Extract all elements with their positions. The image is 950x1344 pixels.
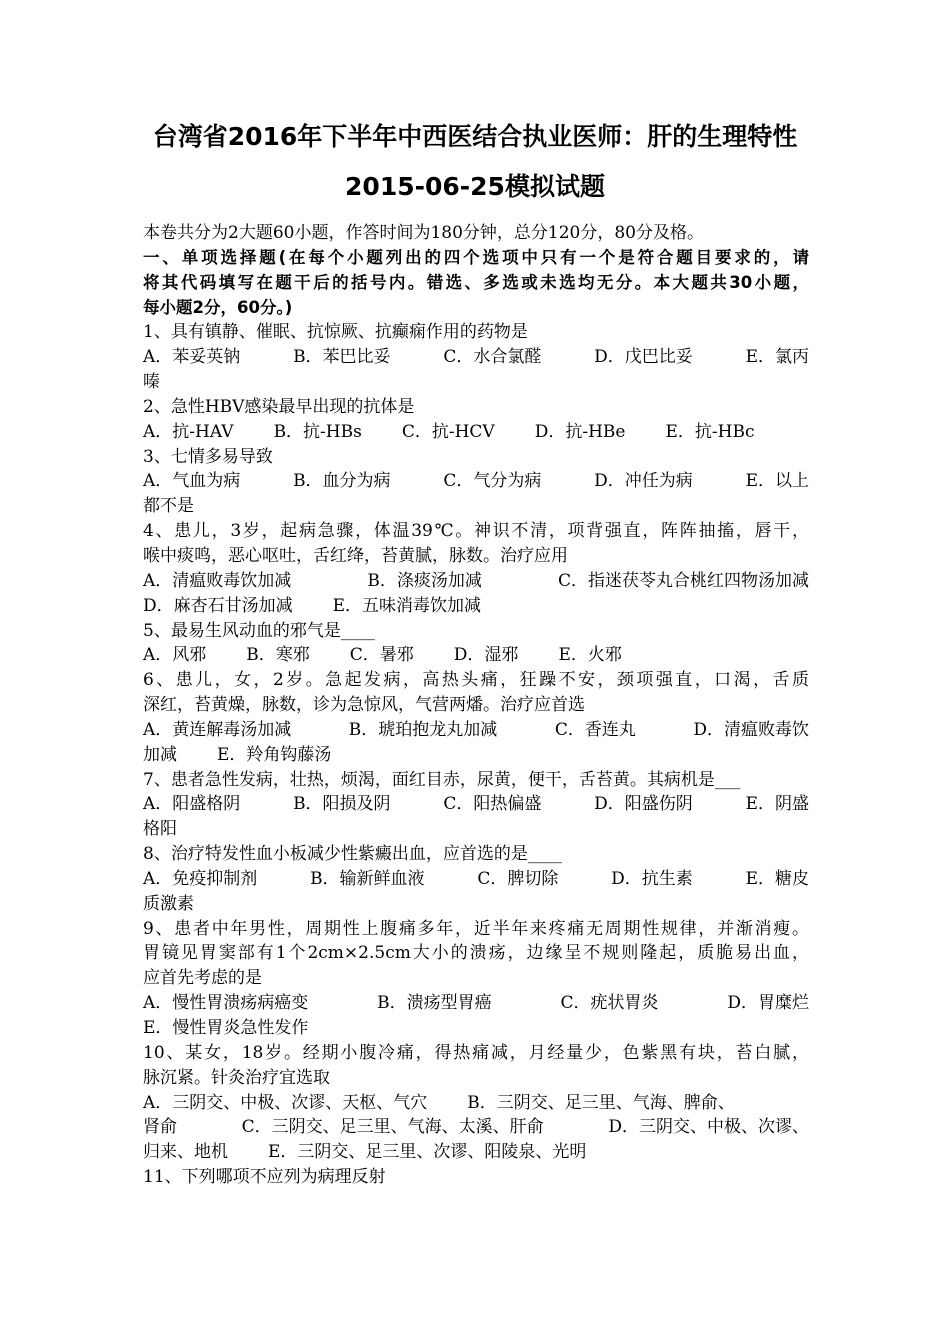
answer-option: 归来、地机: [143, 1142, 228, 1163]
question-stem: 10、某女，18岁。经期小腹冷痛，得热痛减，月经量少，色紫黑有块，苔白腻，: [143, 1042, 809, 1063]
answer-option: 加减: [143, 744, 177, 765]
answer-option: A．风邪: [143, 645, 207, 666]
answer-option: 质激素: [143, 893, 194, 914]
answer-option: D．阳盛伤阴: [594, 794, 693, 815]
question-item: [143, 320, 809, 395]
answer-option: E．氯丙: [745, 347, 809, 368]
question-item: [143, 768, 809, 843]
answer-option: B．血分为病: [293, 471, 391, 492]
answer-option: D．清瘟败毒饮: [693, 719, 809, 740]
question-stem: 11、下列哪项不应列为病理反射: [143, 1167, 386, 1188]
question-item: [143, 395, 809, 445]
answer-option: C．三阴交、足三里、气海、太溪、肝俞: [241, 1117, 544, 1138]
question-stem: 4、患儿，3岁，起病急骤，体温39℃。神识不清，项背强直，阵阵抽搐，唇干，: [143, 521, 809, 542]
question-stem: 9、患者中年男性，周期性上腹痛多年，近半年来疼痛无周期性规律，并渐消瘦。: [143, 918, 809, 939]
option-row: [143, 743, 809, 768]
question-item: [143, 1041, 809, 1165]
answer-option: E．慢性胃炎急性发作: [143, 1018, 309, 1038]
question-stem: 6、患儿，女，2岁。急起发病，高热头痛，狂躁不安，颈项强直，口渴，舌质: [143, 670, 809, 691]
question-item: [143, 668, 809, 767]
question-stem: 1、具有镇静、催眠、抗惊厥、抗癫痫作用的药物是: [143, 322, 528, 343]
option-row: [143, 867, 809, 892]
question-stem: 3、七情多易导致: [143, 446, 273, 467]
answer-option: A．苯妥英钠: [143, 347, 241, 368]
answer-option: A．阳盛格阴: [143, 794, 241, 815]
answer-option: E．火邪: [558, 645, 622, 666]
answer-option: B．抗-HBs: [273, 421, 362, 442]
answer-option: B．琥珀抱龙丸加减: [348, 719, 498, 740]
answer-option: D．胃糜烂: [727, 993, 809, 1014]
answer-option: A．黄连解毒汤加减: [143, 719, 292, 740]
question-item: [143, 519, 809, 618]
question-stem: 2、急性HBV感染最早出现的抗体是: [143, 396, 415, 417]
answer-option: A．慢性胃溃疡病癌变: [143, 993, 309, 1014]
answer-option: A．气血为病: [143, 471, 241, 492]
answer-option: C．阳热偏盛: [443, 794, 542, 815]
question-stem: 深红，苔黄燥，脉数，诊为急惊风，气营两燔。治疗应首选: [143, 695, 585, 716]
question-stem: 应首先考虑的是: [143, 968, 262, 989]
answer-option: A．免疫抑制剂: [143, 868, 258, 889]
answer-option: B．阳损及阴: [293, 794, 391, 815]
answer-option: C．脾切除: [477, 868, 559, 889]
answer-option: E．糖皮: [745, 868, 809, 889]
option-row: [143, 469, 809, 494]
answer-option: B．三阴交、足三里、气海、脾俞、: [467, 1092, 735, 1113]
question-stem: 胃镜见胃窦部有1个2cm×2.5cm大小的溃疡，边缘呈不规则隆起，质脆易出血，: [143, 943, 809, 964]
answer-option: 都不是: [143, 496, 194, 517]
answer-option: E．五味消毒饮加减: [332, 595, 482, 616]
answer-option: C．疣状胃炎: [560, 993, 659, 1014]
option-row: [143, 991, 809, 1016]
option-row: [143, 345, 809, 370]
answer-option: C．香连丸: [554, 719, 636, 740]
question-stem: 喉中痰鸣，恶心呕吐，舌红绛，苔黄腻，脉数。治疗应用: [143, 545, 568, 566]
answer-option: 肾俞: [143, 1117, 177, 1138]
answer-option: C．气分为病: [443, 471, 542, 492]
document-title-line1: 台湾省2016年下半年中西医结合执业医师：肝的生理特性: [152, 122, 798, 151]
answer-option: A．三阴交、中极、次谬、天枢、气穴: [143, 1092, 428, 1113]
option-row: [143, 792, 809, 817]
section-heading-line: 一、单项选择题(在每个小题列出的四个选项中只有一个是符合题目要求的，请: [143, 247, 809, 267]
question-stem: 7、患者急性发病，壮热，烦渴，面红目赤，尿黄，便干，舌苔黄。其病机是___: [143, 769, 741, 790]
document-body: [143, 221, 809, 1190]
option-row: [143, 1091, 809, 1116]
option-row: [143, 494, 809, 519]
answer-option: 嗪: [143, 372, 160, 393]
option-row: [143, 892, 809, 917]
answer-option: B．溃疡型胃癌: [377, 993, 492, 1014]
answer-option: E．以上: [745, 471, 809, 492]
question-stem: 5、最易生风动血的邪气是____: [143, 620, 375, 641]
option-row: [143, 370, 809, 395]
answer-option: E．阴盛: [745, 794, 809, 815]
answer-option: 格阳: [143, 819, 177, 840]
answer-option: C．水合氯醛: [443, 347, 542, 368]
option-row: [143, 420, 809, 445]
answer-option: D．冲任为病: [594, 471, 693, 492]
answer-option: D．湿邪: [453, 645, 519, 666]
question-list: [143, 320, 809, 1190]
question-stem: 8、治疗特发性血小板减少性紫癜出血，应首选的是____: [143, 844, 562, 865]
option-row: [143, 594, 809, 619]
answer-option: C．暑邪: [349, 645, 414, 666]
option-row: [143, 643, 809, 668]
answer-option: C．抗-HCV: [401, 421, 495, 442]
question-stem: 脉沉紧。针灸治疗宜选取: [143, 1067, 330, 1088]
option-row: [143, 1115, 809, 1140]
option-row: [143, 1016, 809, 1041]
section-heading-line: 将其代码填写在题干后的括号内。错选、多选或未选均无分。本大题共30小题，: [143, 272, 809, 292]
question-item: [143, 619, 809, 669]
answer-option: B．输新鲜血液: [310, 868, 425, 889]
answer-option: B．寒邪: [246, 645, 310, 666]
answer-option: E．抗-HBc: [665, 421, 755, 442]
option-row: [143, 817, 809, 842]
answer-option: E．三阴交、足三里、次谬、阳陵泉、光明: [268, 1142, 587, 1163]
answer-option: B．苯巴比妥: [293, 347, 391, 368]
answer-option: D．麻杏石甘汤加减: [143, 595, 293, 616]
question-item: [143, 445, 809, 520]
intro-text: 本卷共分为2大题60小题，作答时间为180分钟，总分120分，80分及格。: [143, 223, 704, 243]
question-item: [143, 917, 809, 1041]
answer-option: D．三阴交、中极、次谬、: [608, 1117, 809, 1138]
section-heading-line: 每小题2分，60分。): [143, 297, 293, 317]
answer-option: D．抗-HBe: [534, 421, 626, 442]
answer-option: D．抗生素: [611, 868, 693, 889]
answer-option: A．抗-HAV: [143, 421, 234, 442]
answer-option: E．羚角钩藤汤: [217, 744, 332, 765]
question-item: [143, 842, 809, 917]
answer-option: D．戊巴比妥: [594, 347, 693, 368]
option-row: [143, 718, 809, 743]
option-row: [143, 569, 809, 594]
option-row: [143, 1140, 809, 1165]
question-item: [143, 1165, 809, 1190]
answer-option: C．指迷茯苓丸合桃红四物汤加减: [557, 570, 809, 591]
document-title-line2: 2015-06-25模拟试题: [345, 172, 605, 201]
answer-option: B．涤痰汤加减: [367, 570, 482, 591]
answer-option: A．清瘟败毒饮加减: [143, 570, 292, 591]
